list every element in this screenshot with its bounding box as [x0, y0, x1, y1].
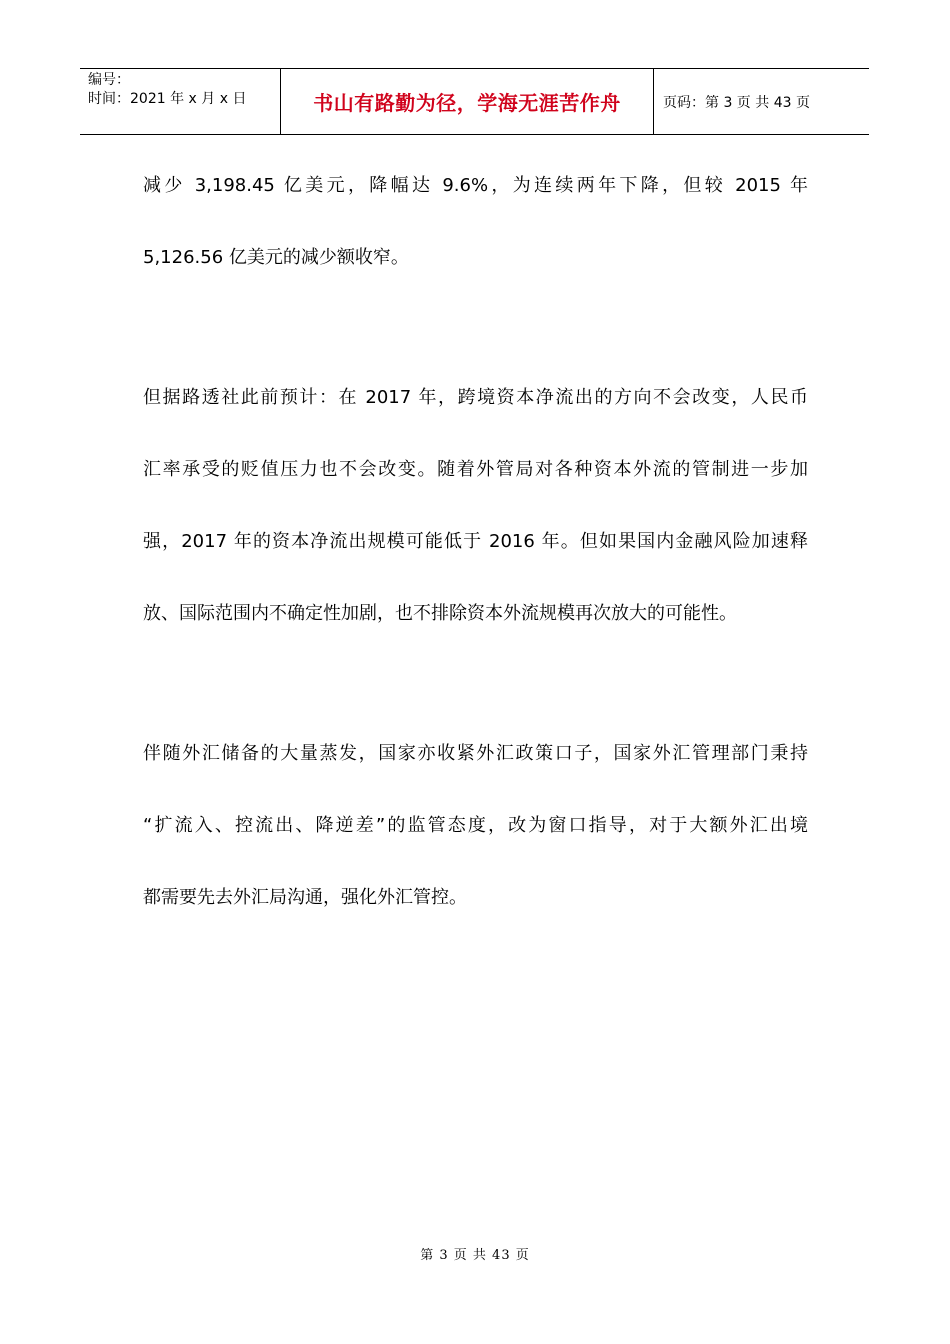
text-line: 减少 3,198.45 亿美元，降幅达 9.6%，为连续两年下降，但较 2015 年 — [143, 175, 808, 196]
paragraph — [143, 718, 808, 934]
text-line: 强，2017 年的资本净流出规模可能低于 2016 年。但如果国内金融风险加速释 — [143, 531, 808, 552]
header-page-info: 页码：第 3 页 共 43 页 — [663, 94, 810, 111]
text-line: 放、国际范围内不确定性加剧，也不排除资本外流规模再次放大的可能性。 — [143, 603, 737, 624]
text-line: 汇率承受的贬值压力也不会改变。随着外管局对各种资本外流的管制进一步加 — [143, 459, 808, 480]
document-body — [143, 150, 808, 934]
page-header — [80, 68, 869, 135]
document-id-label: 编号： — [88, 72, 130, 88]
paragraph — [143, 150, 808, 294]
text-line: 伴随外汇储备的大量蒸发，国家亦收紧外汇政策口子，国家外汇管理部门秉持 — [143, 743, 808, 764]
text-line: 都需要先去外汇局沟通，强化外汇管控。 — [143, 887, 467, 908]
header-meta — [80, 69, 281, 134]
page-footer: 第 3 页 共 43 页 — [420, 1248, 530, 1263]
text-line: 但据路透社此前预计：在 2017 年，跨境资本净流出的方向不会改变，人民币 — [143, 387, 808, 408]
text-line: “扩流入、控流出、降逆差”的监管态度，改为窗口指导，对于大额外汇出境 — [143, 815, 808, 836]
document-date: 时间：2021 年 x 月 x 日 — [88, 91, 247, 107]
text-line: 5,126.56 亿美元的减少额收窄。 — [143, 247, 409, 268]
paragraph — [143, 362, 808, 650]
header-motto: 书山有路勤为径，学海无涯苦作舟 — [281, 69, 654, 134]
